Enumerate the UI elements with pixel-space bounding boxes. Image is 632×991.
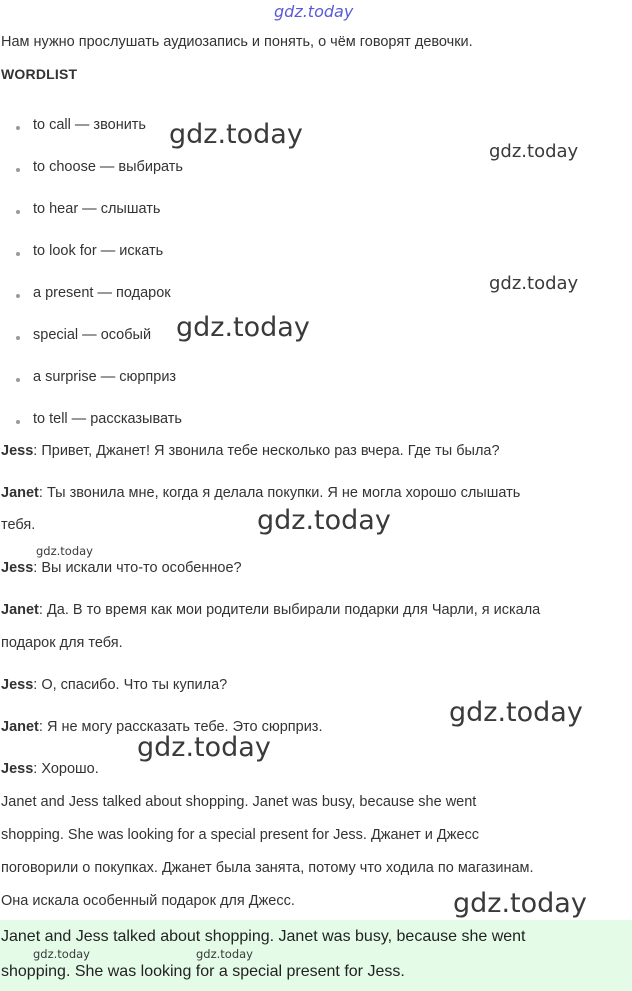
watermark: gdz.today [489, 141, 579, 162]
watermark: gdz.today [449, 697, 583, 728]
utterance: Хорошо. [41, 761, 99, 777]
wordlist-item: to look for — искать [33, 243, 164, 259]
summary-line: Она искала особенный подарок для Джесс. [1, 893, 295, 909]
speaker-name: Jess [1, 677, 34, 693]
summary-line: поговорили о покупках. Джанет была занята, потому что ходила по магазинам. [1, 860, 534, 876]
utterance: Привет, Джанет! Я звонила тебе несколько раз вчера. Где ты была? [41, 443, 500, 459]
utterance: Да. В то время как мои родители выбирали подарки для Чарли, я искала [46, 602, 541, 618]
watermark: gdz.today [453, 888, 587, 919]
wordlist-item: to hear — слышать [33, 201, 161, 217]
utterance-continuation: подарок для тебя. [1, 635, 123, 651]
dialogue-line: Jess: Привет, Джанет! Я звонила тебе несколько раз вчера. Где ты была? [1, 443, 500, 459]
site-logo-watermark: gdz.today [274, 2, 354, 21]
bullet-icon [16, 252, 20, 256]
summary-line: shopping. She was looking for a special present for Jess. Джанет и Джесс [1, 827, 480, 843]
bullet-icon [16, 210, 20, 214]
speaker-name: Janet [1, 602, 39, 618]
answer-line: Janet and Jess talked about shopping. Janet was busy, because she went [1, 928, 526, 945]
speaker-name: Jess [1, 560, 34, 576]
answer-line: shopping. She was looking for a special present for Jess. [1, 963, 405, 980]
speaker-name: Jess [1, 443, 34, 459]
watermark: gdz.today [36, 544, 93, 558]
speaker-name: Jess [1, 761, 34, 777]
bullet-icon [16, 336, 20, 340]
dialogue-line: Jess: О, спасибо. Что ты купила? [1, 677, 228, 693]
dialogue-line: Janet: Да. В то время как мои родители выбирали подарки для Чарли, я искала [1, 602, 541, 618]
wordlist-heading: WORDLIST [1, 66, 78, 82]
wordlist-item: a surprise — сюрприз [33, 369, 177, 385]
wordlist-item: to choose — выбирать [33, 159, 183, 175]
bullet-icon [16, 294, 20, 298]
speaker-name: Janet [1, 719, 39, 735]
dialogue-line: Jess: Вы искали что-то особенное? [1, 560, 242, 576]
dialogue-line: Jess: Хорошо. [1, 761, 99, 777]
wordlist-item: to tell — рассказывать [33, 411, 182, 427]
watermark: gdz.today [33, 947, 90, 961]
watermark: gdz.today [257, 505, 391, 536]
intro-text: Нам нужно прослушать аудиозапись и понять, о чём говорят девочки. [1, 34, 473, 50]
wordlist-item: to call — звонить [33, 117, 146, 133]
wordlist-item: a present — подарок [33, 285, 171, 301]
watermark: gdz.today [196, 947, 253, 961]
watermark: gdz.today [176, 312, 310, 343]
summary-line: Janet and Jess talked about shopping. Janet was busy, because she went [1, 794, 477, 810]
watermark: gdz.today [137, 732, 271, 763]
speaker-name: Janet [1, 485, 39, 501]
bullet-icon [16, 420, 20, 424]
dialogue-line: Janet: Я не могу рассказать тебе. Это сюрприз. [1, 719, 323, 735]
bullet-icon [16, 378, 20, 382]
utterance: Ты звонила мне, когда я делала покупки. Я не могла хорошо слышать [46, 485, 521, 501]
utterance: Я не могу рассказать тебе. Это сюрприз. [46, 719, 323, 735]
utterance: Вы искали что-то особенное? [41, 560, 242, 576]
utterance-continuation: тебя. [1, 517, 36, 533]
utterance: О, спасибо. Что ты купила? [41, 677, 228, 693]
wordlist-item: special — особый [33, 327, 152, 343]
dialogue-line: Janet: Ты звонила мне, когда я делала покупки. Я не могла хорошо слышать [1, 485, 521, 501]
bullet-icon [16, 126, 20, 130]
watermark: gdz.today [169, 119, 303, 150]
watermark: gdz.today [489, 273, 579, 294]
bullet-icon [16, 168, 20, 172]
answer-box [0, 920, 632, 991]
